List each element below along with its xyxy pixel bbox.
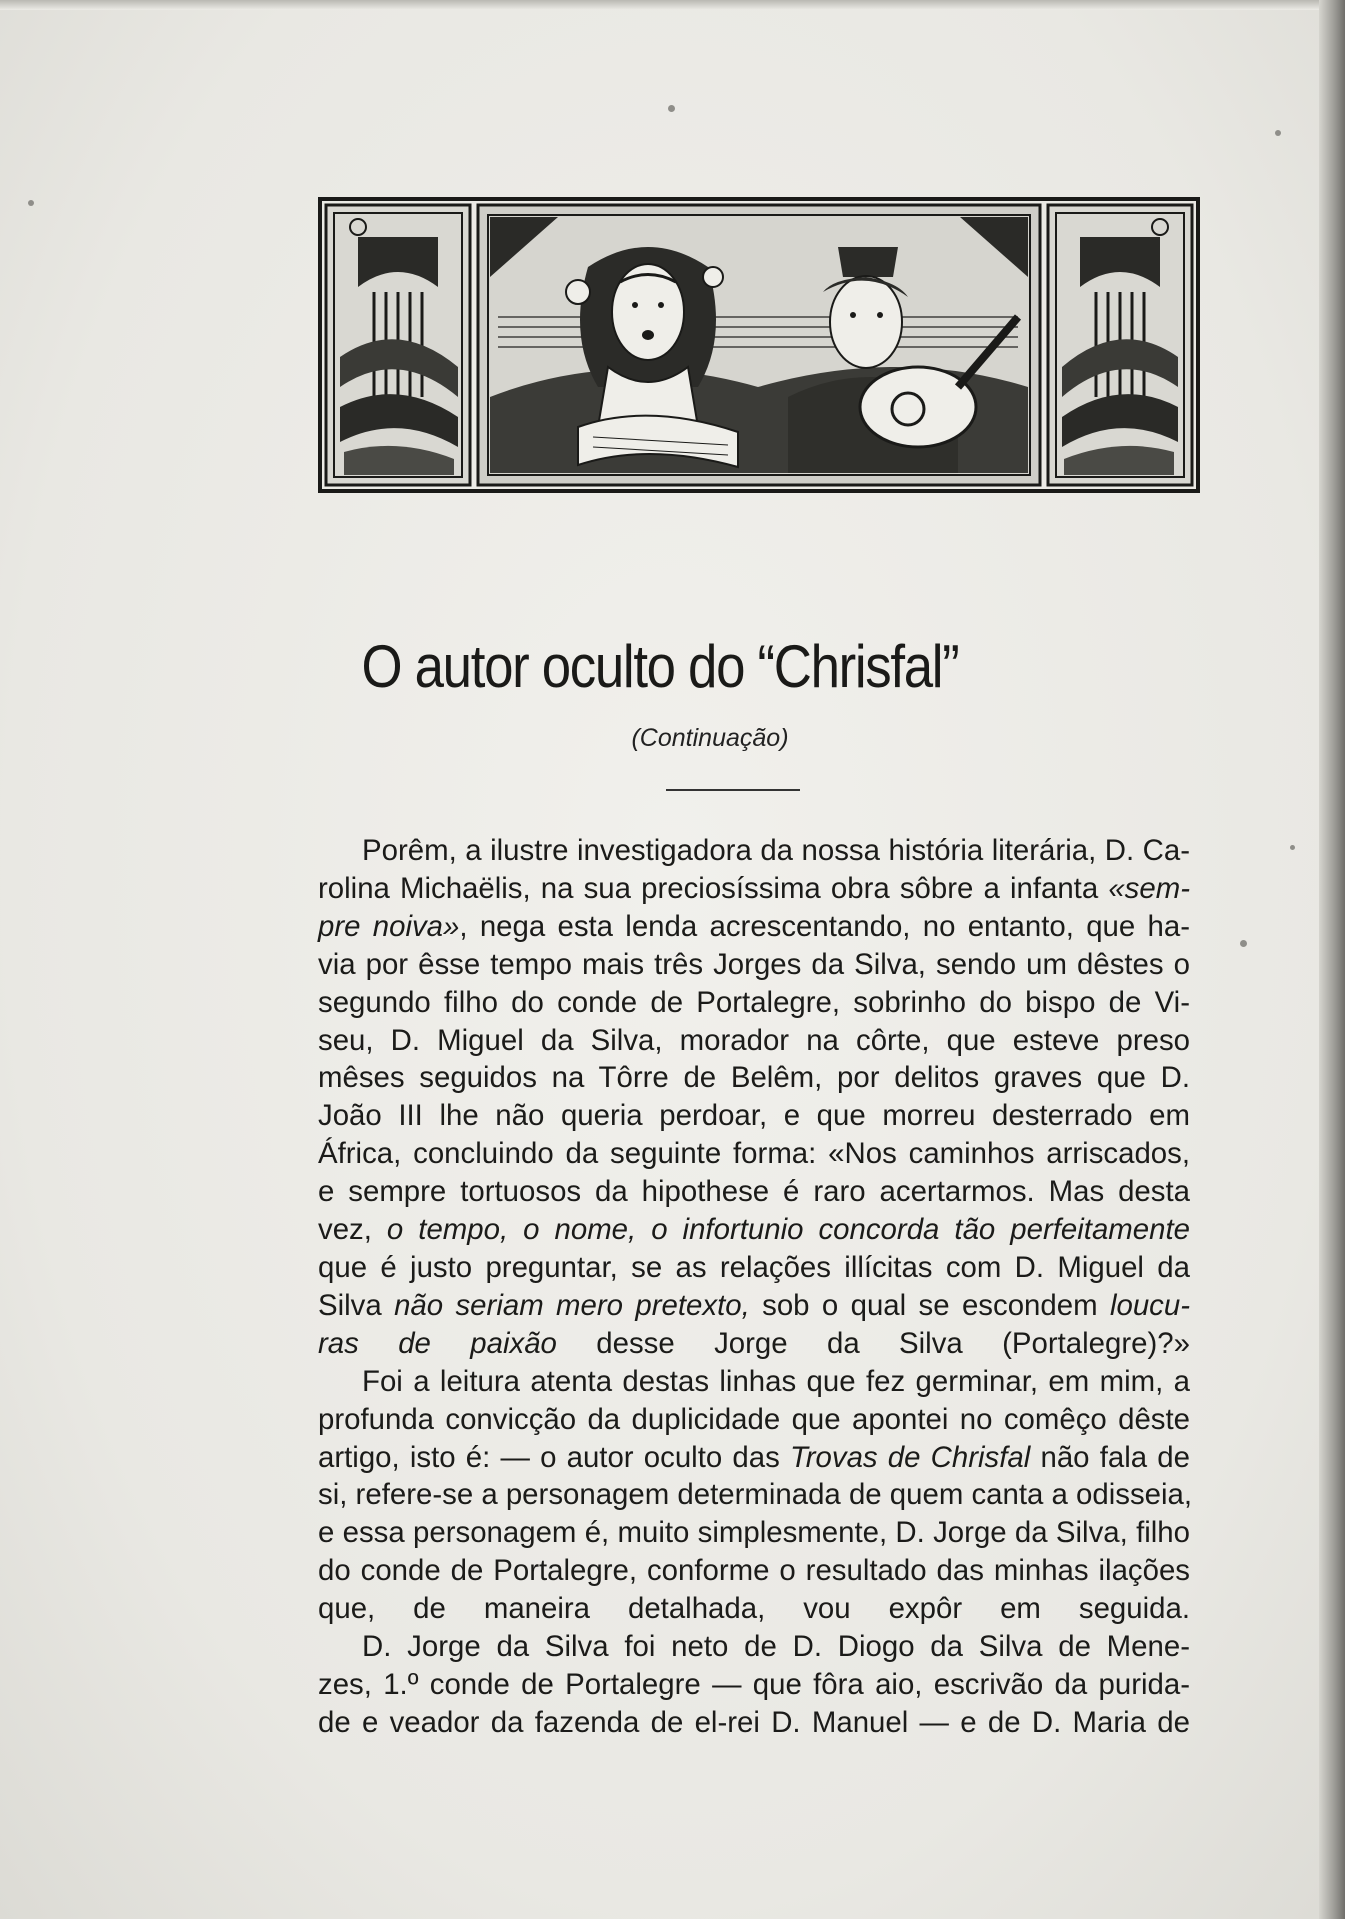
text-segment: , nega esta lenda acrescentando, no entanto, que ha- (459, 909, 1190, 943)
text-line: e essa personagem é, muito simplesmente, D. Jorge da Silva, filho (318, 1516, 1190, 1550)
article-subtitle: (Continuação) (631, 724, 789, 752)
article-title: O autor oculto do “Chrisfal” (361, 633, 959, 700)
italic-text: Trovas de Chrisfal (789, 1440, 1031, 1474)
text-line: seu, D. Miguel da Silva, morador na côrte, que esteve preso (318, 1023, 1190, 1057)
text-segment: rolina Michaëlis, na sua preciosíssima obra sôbre a infanta (318, 871, 1109, 905)
text-line: que é justo preguntar, se as relações illícitas com D. Miguel da (318, 1250, 1190, 1284)
italic-text: ras de paixão (318, 1326, 557, 1360)
body-paragraphs (318, 832, 1193, 1742)
paper-speck (1240, 940, 1247, 947)
text-segment: desse Jorge da Silva (Portalegre)?» (556, 1326, 1190, 1360)
text-line: D. Jorge da Silva foi neto de D. Diogo da Silva de Mene- (362, 1630, 1190, 1664)
left-ornament-panel (326, 205, 470, 485)
center-scene-panel (478, 205, 1040, 485)
italic-text: loucu- (1109, 1288, 1190, 1322)
text-line: África, concluindo da seguinte forma: «Nos caminhos arriscados, (318, 1137, 1190, 1171)
text-segment: Silva (318, 1288, 395, 1322)
italic-text: «sem- (1108, 871, 1190, 905)
text-line: via por êsse tempo mais três Jorges da Silva, sendo um dêstes o (318, 947, 1190, 981)
text-segment: não fala de (1030, 1440, 1190, 1474)
text-line: segundo filho do conde de Portalegre, sobrinho do bispo de Vi- (318, 985, 1190, 1019)
text-line: Porêm, a ilustre investigadora da nossa história literária, D. Ca- (362, 834, 1190, 867)
italic-text: pre noiva» (318, 909, 460, 943)
paper-speck (1290, 845, 1295, 850)
text-line (318, 1211, 1190, 1249)
article-body (318, 832, 1193, 1742)
decorative-header-engraving (318, 197, 1200, 493)
text-segment: vez, (318, 1213, 387, 1247)
text-line: que, de maneira detalhada, vou expôr em seguida. (318, 1592, 1190, 1626)
text-line (318, 1287, 1190, 1325)
text-segment: sob o qual se escondem (749, 1288, 1110, 1322)
text-line: do conde de Portalegre, conforme o resultado das minhas ilações (318, 1554, 1190, 1588)
text-line: si, refere-se a personagem determinada de quem canta a odisseia, (318, 1478, 1193, 1512)
text-line: Foi a leitura atenta destas linhas que fez germinar, em mim, a (362, 1364, 1190, 1398)
text-line (318, 1439, 1190, 1477)
text-line: profunda convicção da duplicidade que apontei no comêço dêste (318, 1402, 1190, 1436)
text-line: e sempre tortuosos da hipothese é raro acertarmos. Mas desta (318, 1175, 1190, 1209)
text-line (318, 870, 1190, 908)
paper-speck (668, 105, 675, 112)
text-line: mêses seguidos na Tôrre de Belêm, por delitos graves que D. (318, 1061, 1190, 1095)
italic-text: não seriam mero pretexto, (394, 1288, 750, 1322)
italic-text: o tempo, o nome, o infortunio concorda tão perfeitamente (386, 1213, 1190, 1247)
text-line (318, 908, 1190, 946)
text-line: de e veador da fazenda de el-rei D. Manuel — e de D. Maria de (318, 1705, 1190, 1739)
paper-speck (1275, 130, 1281, 136)
page-right-edge (1319, 0, 1345, 1919)
right-ornament-panel (1048, 205, 1192, 485)
text-line (318, 1325, 1190, 1363)
text-segment: artigo, isto é: — o autor oculto das (318, 1440, 790, 1474)
text-line: João III lhe não queria perdoar, e que morreu desterrado em (318, 1099, 1190, 1133)
text-line: zes, 1.º conde de Portalegre — que fôra aio, escrivão da purida- (318, 1667, 1190, 1701)
title-rule-divider (666, 789, 800, 791)
paper-speck (28, 200, 34, 206)
page-top-edge (0, 0, 1345, 10)
